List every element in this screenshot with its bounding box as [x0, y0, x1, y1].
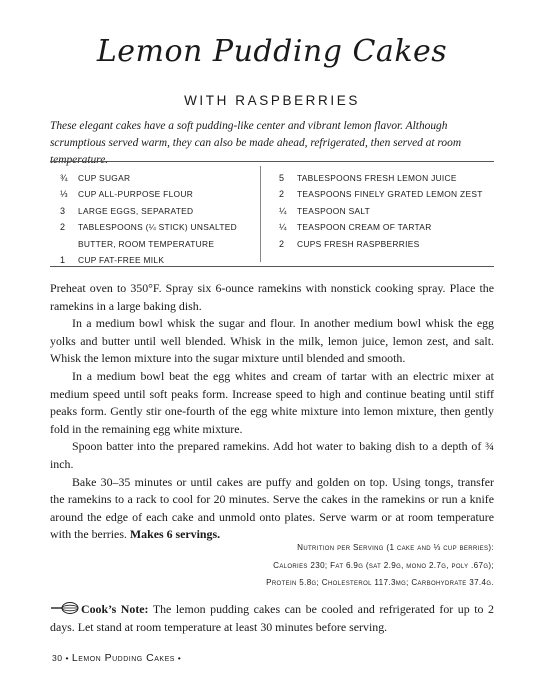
cooks-note-label: Cook’s Note:: [81, 602, 149, 616]
nutrition-heading: Nutrition per Serving (1 cake and ⅓ cup berries):: [297, 543, 494, 552]
cooks-note-text: The lemon pudding cakes can be cooled and refrigerated for up to 2 days. Let stand at room temperature at least 30 minutes before serving.: [50, 602, 494, 634]
ingredient-qty: ⅓: [60, 189, 68, 200]
ingredients-column-divider: [260, 166, 261, 262]
recipe-instructions: [50, 280, 494, 544]
footer-bullet: •: [65, 653, 69, 663]
ingredient-qty: 1: [60, 254, 66, 265]
ingredient-item: [60, 186, 256, 202]
ingredient-item: [279, 170, 489, 186]
ingredient-text: TEASPOON CREAM OF TARTAR: [297, 222, 432, 233]
ingredient-qty: ¼: [279, 222, 287, 233]
footer-section-title: Lemon Pudding Cakes: [71, 652, 175, 664]
ingredients-bottom-rule: [50, 266, 494, 267]
instruction-paragraph: [50, 474, 494, 544]
ingredient-item: [60, 203, 256, 219]
ingredient-text: TEASPOONS FINELY GRATED LEMON ZEST: [297, 189, 483, 200]
ingredient-text: TABLESPOONS (¼ STICK) UNSALTED: [78, 222, 238, 233]
recipe-title: Lemon Pudding Cakes: [96, 34, 448, 69]
nutrition-info: [50, 539, 494, 592]
instruction-paragraph: In a medium bowl whisk the sugar and flour. In another medium bowl whisk the egg yolks and butter until well blended. Whisk in the milk, lemon juice, lemon zest, and salt. Whisk the lemon mixture into the sugar mixture until blended and smooth.: [50, 316, 494, 366]
ingredient-text: TEASPOON SALT: [297, 205, 371, 216]
ingredient-qty: 2: [60, 222, 66, 233]
ingredient-text: CUP ALL-PURPOSE FLOUR: [78, 189, 194, 200]
ingredient-qty: 3: [60, 205, 66, 216]
instruction-text: Bake 30–35 minutes or until cakes are puffy and golden on top. Using tongs, transfer the ramekins to a rack to cool for 20 minutes. Serve the cakes in the ramekins or run a knife around the edge of each cake and unmold onto plates. Serve warm or at room temperature with the berries.: [50, 474, 494, 542]
ingredient-item: [279, 219, 489, 235]
instruction-paragraph: In a medium bowl beat the egg whites and cream of tartar with an electric mixer at medium speed until soft peaks form. Increase speed to high and continue beating until stiff peaks form. Gently stir one-fourth of the egg white mixture into lemon mixture, then gently fold in the remaining egg white mixture.: [50, 368, 494, 436]
ingredients-right-column: [279, 170, 489, 252]
footer-bullet: •: [177, 653, 182, 663]
ingredient-text: CUP FAT-FREE MILK: [78, 254, 165, 265]
nutrition-line: Calories 230; Fat 6.9g (sat 2.9g, mono 2.7g, poly .67g);: [273, 560, 494, 570]
page-number: 30: [52, 653, 63, 663]
ingredient-qty: 5: [279, 173, 285, 183]
instruction-paragraph: Spoon batter into the prepared ramekins. Add hot water to baking dish to a depth of ¾ inch.: [50, 439, 494, 471]
ingredient-text: BUTTER, ROOM TEMPERATURE: [78, 238, 215, 249]
ingredient-item: [279, 236, 489, 252]
ingredient-qty: 2: [279, 189, 285, 200]
ingredient-item: [60, 219, 256, 235]
ingredient-qty: ¾: [60, 173, 68, 183]
ingredient-item: [279, 186, 489, 202]
ingredient-item: [60, 236, 256, 252]
ingredient-text: CUPS FRESH RASPBERRIES: [297, 238, 420, 249]
ingredient-text: TABLESPOONS FRESH LEMON JUICE: [297, 173, 457, 183]
ingredient-qty: 2: [279, 238, 285, 249]
whisk-icon: [50, 601, 80, 615]
servings-yield: Makes 6 servings.: [129, 527, 221, 542]
recipe-intro: These elegant cakes have a soft pudding-like center and vibrant lemon flavor. Although scrumptious served warm, they can also be made ahead, refrigerated, then served at room temperature.: [50, 120, 462, 166]
page-footer: [52, 652, 181, 664]
cooks-note: [50, 600, 494, 636]
instruction-paragraph: Preheat oven to 350°F. Spray six 6-ounce ramekins with nonstick cooking spray. Place the ramekins in a large baking dish.: [50, 281, 494, 313]
ingredients-top-rule: [50, 161, 494, 162]
ingredient-qty: ¼: [279, 205, 287, 216]
recipe-subtitle: WITH RASPBERRIES: [184, 93, 360, 108]
nutrition-line: Protein 5.8g; Cholesterol 117.3mg; Carbohydrate 37.4g.: [266, 578, 494, 587]
ingredients-left-column: [60, 170, 256, 268]
ingredient-item: [60, 170, 256, 186]
ingredient-text: CUP SUGAR: [78, 173, 131, 183]
ingredient-item: [279, 203, 489, 219]
ingredient-text: LARGE EGGS, SEPARATED: [78, 205, 194, 216]
